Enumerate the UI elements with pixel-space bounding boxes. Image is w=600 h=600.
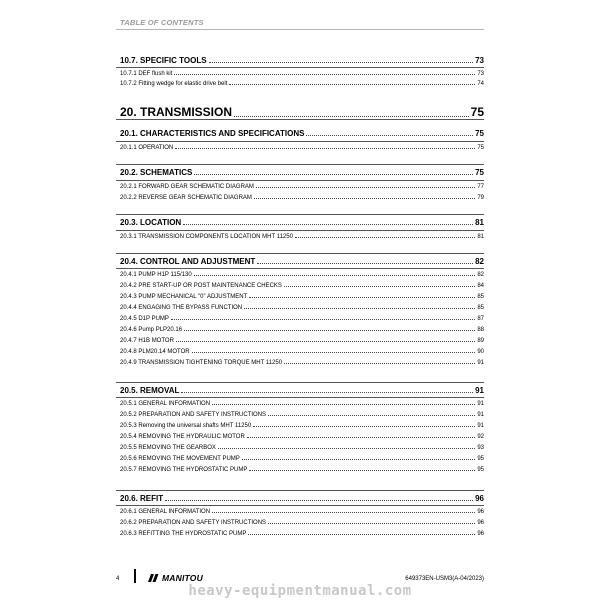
dot-leader	[284, 285, 475, 287]
dot-leader	[218, 447, 475, 449]
dot-leader	[175, 147, 475, 149]
toc-entry[interactable]	[120, 327, 484, 333]
toc-entry[interactable]	[120, 401, 484, 407]
dot-leader	[253, 425, 475, 427]
toc-label: 20.4. CONTROL AND ADJUSTMENT	[120, 257, 256, 266]
dot-leader	[247, 436, 476, 438]
toc-section[interactable]	[120, 56, 484, 65]
toc-page-number: 95	[477, 456, 484, 462]
dot-leader	[184, 329, 475, 331]
dot-leader	[183, 223, 473, 225]
toc-label: 20.4.4 ENGAGING THE BYPASS FUNCTION	[120, 305, 243, 311]
toc-entry[interactable]	[120, 445, 484, 451]
section-divider	[116, 67, 484, 68]
toc-label: 20.5.2 PREPARATION AND SAFETY INSTRUCTIONS	[120, 412, 267, 418]
toc-page-number: 96	[477, 531, 484, 537]
toc-section[interactable]	[120, 494, 484, 503]
toc-page-number: 87	[477, 316, 484, 322]
dot-leader	[268, 522, 475, 524]
toc-entry[interactable]	[120, 434, 484, 440]
toc-label: 20. TRANSMISSION	[120, 105, 233, 119]
manitou-logo-icon	[148, 574, 160, 582]
dot-leader	[181, 391, 473, 393]
section-divider	[116, 164, 484, 165]
toc-entry[interactable]	[120, 234, 484, 240]
toc-entry[interactable]	[120, 412, 484, 418]
toc-entry[interactable]	[120, 509, 484, 515]
toc-entry[interactable]	[120, 294, 484, 300]
toc-page-number: 91	[477, 401, 484, 407]
dot-leader	[209, 61, 474, 63]
toc-page-number: 85	[477, 305, 484, 311]
toc-label: 20.3.1 TRANSMISSION COMPONENTS LOCATION MHT 11250	[120, 234, 293, 240]
section-divider	[116, 253, 484, 254]
toc-entry[interactable]	[120, 467, 484, 473]
toc-page-number: 77	[477, 184, 484, 190]
toc-entry[interactable]	[120, 360, 484, 366]
section-divider	[116, 490, 484, 491]
footer-watermark: heavy-equipmentmanual.com	[188, 583, 412, 599]
toc-entry[interactable]	[120, 423, 484, 429]
dot-leader	[242, 458, 476, 460]
toc-entry[interactable]	[120, 316, 484, 322]
toc-page-number: 84	[477, 283, 484, 289]
toc-page-number: 81	[477, 234, 484, 240]
header-title: TABLE OF CONTENTS	[120, 18, 204, 27]
toc-label: 20.5.3 Removing the universal shafts MHT 11250	[120, 423, 252, 429]
toc-page-number: 96	[477, 520, 484, 526]
toc-section[interactable]	[120, 218, 484, 227]
toc-label: 20.5. REMOVAL	[120, 386, 180, 395]
dot-leader	[212, 403, 475, 405]
toc-page-number: 82	[475, 257, 484, 266]
toc-page-number: 90	[477, 349, 484, 355]
toc-page-number: 92	[477, 434, 484, 440]
toc-label: 20.4.5 D1P PUMP	[120, 316, 169, 322]
toc-label: 20.4.6 Pump PLP20.16	[120, 327, 183, 333]
dot-leader	[165, 499, 473, 501]
dot-leader	[295, 236, 475, 238]
toc-page-number: 85	[477, 294, 484, 300]
toc-label: 20.5.6 REMOVING THE MOVEMENT PUMP	[120, 456, 240, 462]
toc-label: 20.2. SCHEMATICS	[120, 168, 193, 177]
toc-page-number: 91	[477, 423, 484, 429]
toc-label: 20.4.2 PRE START-UP OR POST MAINTENANCE CHECKS	[120, 283, 282, 289]
toc-section[interactable]	[120, 257, 484, 266]
toc-label: 20.5.4 REMOVING THE HYDRAULIC MOTOR	[120, 434, 245, 440]
dot-leader	[174, 73, 475, 75]
section-divider	[116, 268, 484, 269]
dot-leader	[229, 83, 475, 85]
toc-section[interactable]	[120, 168, 484, 177]
footer-page-number: 4	[116, 576, 120, 582]
toc-entry[interactable]	[120, 81, 484, 87]
toc-chapter[interactable]	[120, 105, 484, 119]
toc-page-number: 73	[477, 71, 484, 77]
toc-entry[interactable]	[120, 520, 484, 526]
toc-label: 20.6. REFIT	[120, 494, 164, 503]
toc-label: 10.7.2 Fitting wedge for elastic drive belt	[120, 81, 228, 87]
section-divider	[116, 397, 484, 398]
toc-entry[interactable]	[120, 71, 484, 77]
dot-leader	[194, 173, 473, 175]
toc-page-number: 75	[477, 145, 484, 151]
toc-entry[interactable]	[120, 349, 484, 355]
dot-leader	[257, 262, 473, 264]
toc-page-number: 96	[477, 509, 484, 515]
section-divider	[116, 214, 484, 215]
dot-leader	[171, 318, 475, 320]
toc-entry[interactable]	[120, 184, 484, 190]
toc-label: 10.7. SPECIFIC TOOLS	[120, 56, 207, 65]
toc-label: 20.2.2 REVERSE GEAR SCHEMATIC DIAGRAM	[120, 195, 252, 201]
toc-label: 20.6.1 GENERAL INFORMATION	[120, 509, 211, 515]
toc-label: 10.7.1 DEF flush kit	[120, 71, 173, 77]
section-divider	[116, 180, 484, 181]
manitou-logo	[148, 573, 203, 583]
section-divider	[116, 382, 484, 383]
footer-doc-reference: 649373EN-USM3(A-04/2023)	[405, 576, 484, 582]
dot-leader	[256, 186, 475, 188]
toc-page-number: 88	[477, 327, 484, 333]
toc-label: 20.4.3 PUMP MECHANICAL "0" ADJUSTMENT	[120, 294, 248, 300]
toc-entry[interactable]	[120, 195, 484, 201]
section-divider	[116, 119, 484, 120]
toc-page-number: 75	[470, 105, 484, 119]
toc-label: 20.1.1 OPERATION	[120, 145, 174, 151]
dot-leader	[268, 414, 475, 416]
section-divider	[116, 230, 484, 231]
toc-page-number: 75	[475, 168, 484, 177]
toc-page-number: 93	[477, 445, 484, 451]
toc-page-number: 82	[477, 272, 484, 278]
toc-page-number: 91	[477, 412, 484, 418]
toc-label: 20.1. CHARACTERISTICS AND SPECIFICATIONS	[120, 129, 305, 138]
dot-leader	[234, 115, 469, 117]
toc-section[interactable]	[120, 386, 484, 395]
dot-leader	[248, 533, 475, 535]
toc-entry[interactable]	[120, 305, 484, 311]
toc-page-number: 95	[477, 467, 484, 473]
toc-page-number: 91	[475, 386, 484, 395]
toc-entry[interactable]	[120, 145, 484, 151]
toc-label: 20.4.8 PLM20.14 MOTOR	[120, 349, 190, 355]
dot-leader	[176, 340, 475, 342]
toc-page-number: 96	[475, 494, 484, 503]
header-divider	[116, 29, 484, 30]
logo-text: MANITOU	[162, 573, 203, 583]
toc-label: 20.2.1 FORWARD GEAR SCHEMATIC DIAGRAM	[120, 184, 254, 190]
dot-leader	[192, 351, 476, 353]
section-divider	[116, 141, 484, 142]
toc-page-number: 74	[477, 81, 484, 87]
toc-entry[interactable]	[120, 531, 484, 537]
toc-page-number: 91	[477, 360, 484, 366]
toc-label: 20.6.2 PREPARATION AND SAFETY INSTRUCTIONS	[120, 520, 267, 526]
footer-divider	[134, 569, 136, 583]
toc-entry[interactable]	[120, 283, 484, 289]
dot-leader	[194, 274, 476, 276]
dot-leader	[249, 296, 475, 298]
toc-label: 20.5.7 REMOVING THE HYDROSTATIC PUMP	[120, 467, 248, 473]
toc-label: 20.4.1 PUMP H1P 115/130	[120, 272, 192, 278]
dot-leader	[244, 307, 475, 309]
toc-entry[interactable]	[120, 272, 484, 278]
toc-label: 20.5.1 GENERAL INFORMATION	[120, 401, 211, 407]
toc-label: 20.3. LOCATION	[120, 218, 182, 227]
dot-leader	[306, 134, 473, 136]
toc-page-number: 75	[475, 129, 484, 138]
section-divider	[116, 505, 484, 506]
toc-page-number: 89	[477, 338, 484, 344]
dot-leader	[254, 197, 475, 199]
toc-page-number: 81	[475, 218, 484, 227]
toc-section[interactable]	[120, 129, 484, 138]
dot-leader	[212, 511, 475, 513]
toc-label: 20.4.7 H1B MOTOR	[120, 338, 174, 344]
toc-label: 20.4.9 TRANSMISSION TIGHTENING TORQUE MHT 11250	[120, 360, 283, 366]
toc-entry[interactable]	[120, 456, 484, 462]
toc-page-number: 79	[477, 195, 484, 201]
dot-leader	[284, 362, 475, 364]
toc-label: 20.6.3 REFITTING THE HYDROSTATIC PUMP	[120, 531, 247, 537]
toc-label: 20.5.5 REMOVING THE GEARBOX	[120, 445, 216, 451]
toc-entry[interactable]	[120, 338, 484, 344]
dot-leader	[249, 469, 475, 471]
toc-page-number: 73	[475, 56, 484, 65]
